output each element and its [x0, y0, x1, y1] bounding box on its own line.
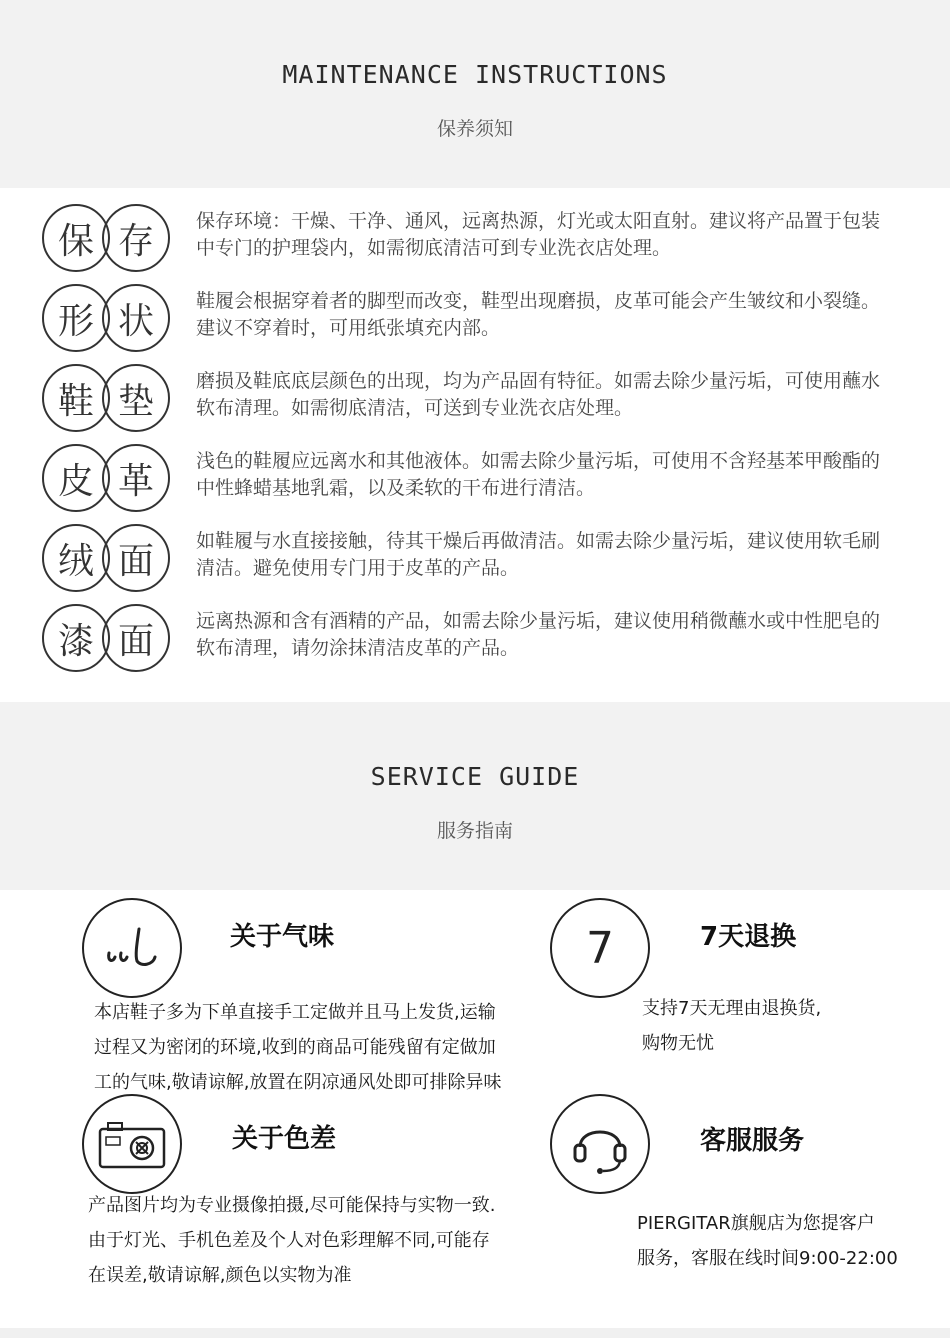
odor-line: 过程又为密闭的环境,收到的商品可能残留有定做加 — [94, 1037, 496, 1058]
care-char-circle: 皮 — [42, 444, 110, 512]
service-subtitle: 服务指南 — [436, 820, 513, 842]
care-char-circle: 存 — [102, 204, 170, 272]
service-header — [0, 702, 950, 890]
care-char-circle: 形 — [42, 284, 110, 352]
care-item-shape — [0, 284, 950, 364]
color-line: 产品图片均为专业摄像拍摄,尽可能保持与实物一致. — [88, 1195, 496, 1216]
care-char-circle: 革 — [102, 444, 170, 512]
maintenance-title: MAINTENANCE INSTRUCTIONS — [282, 60, 668, 89]
color-text — [88, 1188, 495, 1293]
footer-strip — [0, 1328, 950, 1338]
odor-title: 关于气味 — [230, 922, 335, 952]
care-char-circle: 保 — [42, 204, 110, 272]
care-text: 鞋履会根据穿着者的脚型而改变，鞋型出现磨损，皮革可能会产生皱纹和小裂缝。建议不穿着时，可用纸张填充内部。 — [196, 290, 881, 339]
care-item-insole — [0, 364, 950, 444]
color-title: 关于色差 — [232, 1124, 337, 1154]
care-text: 磨损及鞋底底层颜色的出现，均为产品固有特征。如需去除少量污垢，可使用蘸水软布清理。如需彻底清洁，可送到专业洗衣店处理。 — [196, 370, 881, 419]
care-text: 如鞋履与水直接接触，待其干燥后再做清洁。如需去除少量污垢，建议使用软毛刷清洁。避免使用专门用于皮革的产品。 — [196, 530, 881, 579]
nose-icon — [82, 898, 182, 998]
care-text: 远离热源和含有酒精的产品，如需去除少量污垢，建议使用稍微蘸水或中性肥皂的软布清理，请勿涂抹清洁皮革的产品。 — [196, 610, 881, 659]
odor-line: 本店鞋子多为下单直接手工定做并且马上发货,运输 — [94, 1002, 496, 1023]
support-line: 服务，客服在线时间9:00-22:00 — [637, 1248, 898, 1269]
care-text: 保存环境：干燥、干净、通风，远离热源，灯光或太阳直射。建议将产品置于包装中专门的护理袋内，如需彻底清洁可到专业洗衣店处理。 — [196, 210, 881, 259]
maintenance-header — [0, 0, 950, 188]
care-char-circle: 面 — [102, 604, 170, 672]
returns-text — [642, 991, 821, 1061]
maintenance-subtitle: 保养须知 — [436, 118, 513, 140]
care-char-circle: 鞋 — [42, 364, 110, 432]
care-char-circle: 垫 — [102, 364, 170, 432]
support-title: 客服服务 — [700, 1126, 805, 1156]
returns-line: 购物无忧 — [642, 1033, 714, 1054]
support-text — [637, 1206, 898, 1276]
care-char-circle: 状 — [102, 284, 170, 352]
care-item-leather — [0, 444, 950, 524]
odor-text — [94, 995, 501, 1100]
returns-line: 支持7天无理由退换货, — [642, 998, 822, 1019]
returns-title: 7天退换 — [700, 922, 797, 952]
service-title: SERVICE GUIDE — [370, 762, 580, 791]
care-char-circle: 漆 — [42, 604, 110, 672]
care-item-patent — [0, 604, 950, 684]
seven-day-icon: 7 — [550, 898, 650, 998]
odor-line: 工的气味,敬请谅解,放置在阴凉通风处即可排除异味 — [94, 1072, 502, 1093]
care-text: 浅色的鞋履应远离水和其他液体。如需去除少量污垢，可使用不含羟基苯甲酸酯的中性蜂蜡基地乳霜，以及柔软的干布进行清洁。 — [196, 450, 881, 499]
care-item-suede — [0, 524, 950, 604]
color-line: 在误差,敬请谅解,颜色以实物为准 — [88, 1265, 352, 1286]
camera-icon — [82, 1094, 182, 1194]
color-line: 由于灯光、手机色差及个人对色彩理解不同,可能存 — [88, 1230, 490, 1251]
headset-icon — [550, 1094, 650, 1194]
care-char-circle: 面 — [102, 524, 170, 592]
care-item-storage — [0, 204, 950, 284]
support-line: PIERGITAR旗舰店为您提客户 — [637, 1213, 875, 1234]
care-char-circle: 绒 — [42, 524, 110, 592]
